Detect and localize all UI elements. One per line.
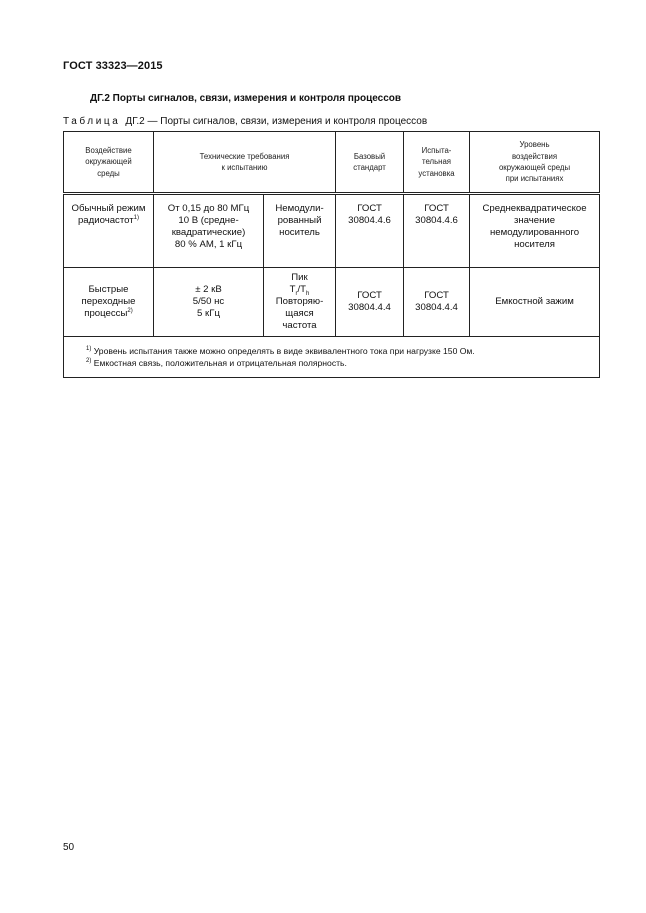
header-requirements: Технические требования к испытанию: [154, 132, 336, 194]
cell-condition: Немодули- рованный носитель: [264, 194, 336, 268]
table-row: [64, 194, 600, 268]
header-phenomenon: Воздействие окружающей среды: [64, 132, 154, 194]
cell-test-setup: ГОСТ 30804.4.6: [404, 194, 470, 268]
cell-phenomenon: Быстрые переходные процессы$^{2)}$: [64, 268, 154, 337]
document-header: ГОСТ 33323—2015: [63, 60, 163, 72]
footnotes: [64, 337, 600, 378]
cell-condition: Пик $T_r/T_h$ Повторяю- щаяся частота: [264, 268, 336, 337]
cell-base-standard: ГОСТ 30804.4.4: [336, 268, 404, 337]
table-header-row: [64, 132, 600, 194]
table-caption: [63, 116, 427, 127]
header-test-level: Уровень воздействия окружающей среды при испытаниях: [470, 132, 600, 194]
header-base-standard: Базовый стандарт: [336, 132, 404, 194]
table-caption-prefix: Таблица: [63, 116, 121, 127]
footnotes-row: [64, 337, 600, 378]
cell-requirements: ± 2 кВ 5/50 нс 5 кГц: [154, 268, 264, 337]
footnote: $^{2)}$ Емкостная связь, положительная и отрицательная полярность.: [86, 358, 347, 368]
footnote: $^{1)}$ Уровень испытания также можно определять в виде эквивалентного тока при нагрузке 150 Ом.: [86, 345, 475, 356]
page-number: 50: [63, 842, 75, 853]
requirements-table: [63, 131, 600, 378]
table-caption-text: ДГ.2 — Порты сигналов, связи, измерения и контроля процессов: [125, 116, 428, 127]
cell-base-standard: ГОСТ 30804.4.6: [336, 194, 404, 268]
cell-test-level: Емкостной зажим: [470, 268, 600, 337]
cell-test-level: Среднеквадратическое значение немодулированного носителя: [470, 194, 600, 268]
cell-test-setup: ГОСТ 30804.4.4: [404, 268, 470, 337]
table-row: [64, 268, 600, 337]
section-title: ДГ.2 Порты сигналов, связи, измерения и контроля процессов: [90, 93, 402, 104]
cell-phenomenon: Обычный режим радиочастот$^{1)}$: [64, 194, 154, 268]
header-test-setup: Испыта- тельная установка: [404, 132, 470, 194]
cell-requirements: От 0,15 до 80 МГц 10 В (средне- квадратические) 80 % АМ, 1 кГц: [154, 194, 264, 268]
